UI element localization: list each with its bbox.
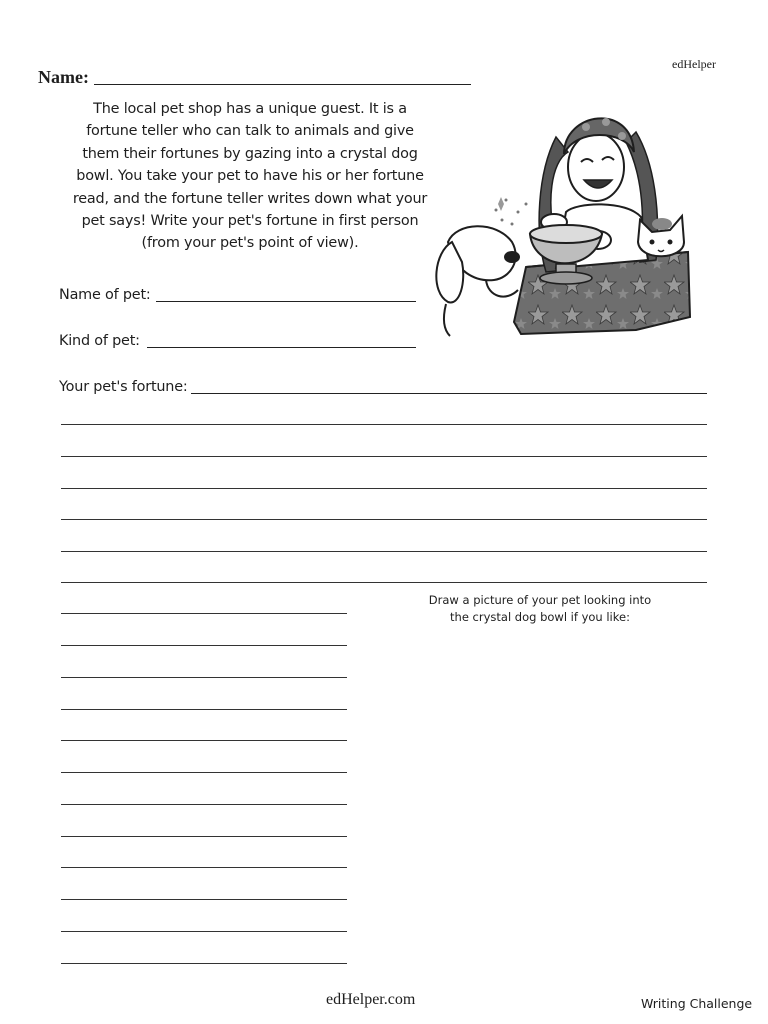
writing-line[interactable] (61, 456, 707, 457)
name-label: Name: (38, 67, 89, 87)
fortune-first-line[interactable] (191, 393, 707, 394)
intro-line: them their fortunes by gazing into a crystal dog (82, 145, 418, 162)
header-brand: edHelper (672, 57, 716, 71)
writing-line-short[interactable] (61, 836, 347, 837)
writing-line[interactable] (61, 582, 707, 583)
intro-line: bowl. You take your pet to have his or her fortune (76, 168, 424, 185)
fortune-teller-illustration (426, 92, 696, 342)
draw-prompt (405, 592, 675, 626)
writing-line[interactable] (61, 488, 707, 489)
intro-line: pet says! Write your pet's fortune in first person (81, 213, 419, 230)
pet-name-line[interactable] (156, 301, 416, 302)
draw-prompt-line: Draw a picture of your pet looking into (428, 593, 652, 607)
writing-line-short[interactable] (61, 931, 347, 932)
intro-line: read, and the fortune teller writes down what your (72, 190, 428, 207)
writing-line[interactable] (61, 519, 707, 520)
intro-line: The local pet shop has a unique guest. It is a (93, 101, 407, 117)
writing-line-short[interactable] (61, 709, 347, 710)
intro-line: (from your pet's point of view). (141, 235, 359, 252)
writing-line[interactable] (61, 551, 707, 552)
pet-kind-line[interactable] (147, 347, 416, 348)
writing-line-short[interactable] (61, 867, 347, 868)
writing-line-short[interactable] (61, 677, 347, 678)
writing-line-short[interactable] (61, 804, 347, 805)
draw-prompt-line: the crystal dog bowl if you like: (450, 610, 630, 624)
pet-kind-label: Kind of pet: (59, 333, 140, 349)
footer-brand: edHelper.com (326, 991, 416, 1008)
writing-line-short[interactable] (61, 772, 347, 773)
writing-line-short[interactable] (61, 963, 347, 964)
drawing-area[interactable] (370, 630, 710, 970)
writing-line-short[interactable] (61, 613, 347, 614)
pet-name-label: Name of pet: (59, 287, 151, 303)
writing-line-short[interactable] (61, 899, 347, 900)
writing-line[interactable] (61, 424, 707, 425)
footer-series: Writing Challenge (641, 996, 753, 1011)
intro-line: fortune teller who can talk to animals and give (86, 123, 414, 140)
writing-line-short[interactable] (61, 645, 347, 646)
writing-line-short[interactable] (61, 740, 347, 741)
fortune-label: Your pet's fortune: (59, 379, 188, 395)
name-line[interactable] (94, 84, 471, 85)
intro-paragraph (50, 98, 450, 255)
